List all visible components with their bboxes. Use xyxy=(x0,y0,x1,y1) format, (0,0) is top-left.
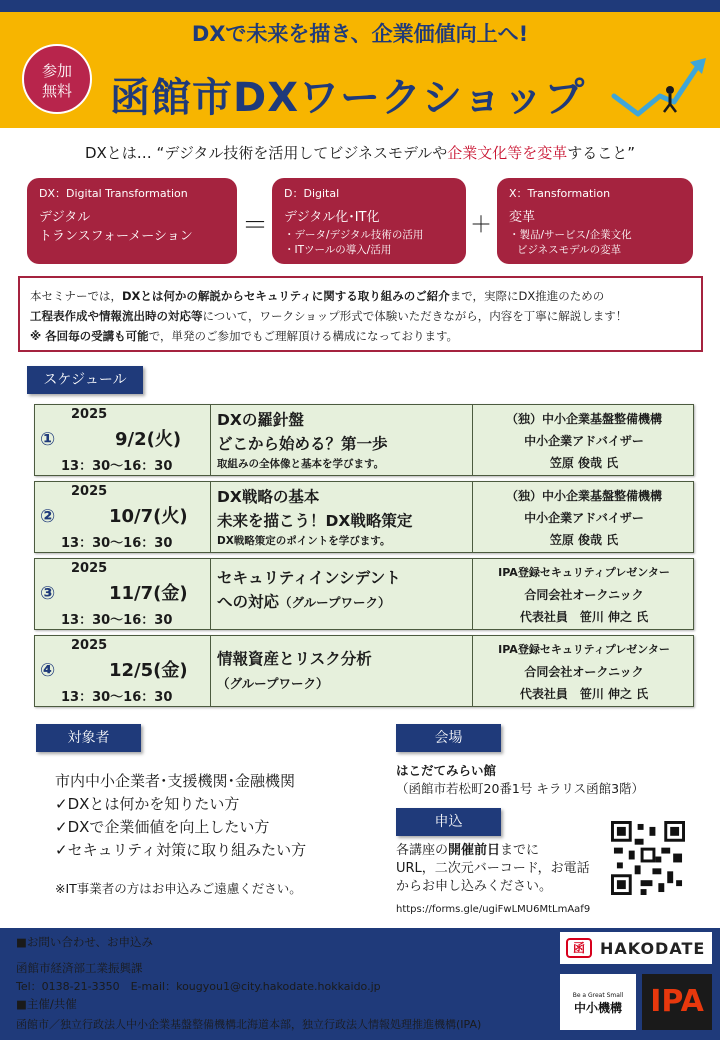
apply-info xyxy=(396,842,590,896)
session-date-cell xyxy=(35,405,211,475)
session-time: 13：30～16：30 xyxy=(61,459,173,474)
session-date: 12/5(金) xyxy=(109,660,188,681)
hakodate-mark-icon: 函 xyxy=(566,938,592,958)
venue-name: はこだてみらい館 xyxy=(396,763,497,778)
intro-3b: で，単発のご参加でもご理解頂ける構成になっております。 xyxy=(148,329,459,343)
target-line4: ✓セキュリティ対策に取り組みたい方 xyxy=(55,841,307,859)
session-time: 13：30～16：30 xyxy=(61,690,173,705)
dx-box-jp2: トランスフォーメーション xyxy=(39,229,193,244)
equals-sign: ＝ xyxy=(242,211,269,241)
dx-box xyxy=(27,178,237,264)
speaker-name: 代表社員 笹川 伸之 氏 xyxy=(519,610,649,624)
session-year: 2025 xyxy=(71,638,108,653)
session-date: 11/7(金) xyxy=(109,583,188,604)
session-topic-cell xyxy=(211,636,473,706)
organizer-heading: ■主催/共催 xyxy=(16,997,77,1011)
session-desc: 取組みの全体像と基本を学びます。 xyxy=(217,458,385,470)
free-badge xyxy=(22,44,92,114)
speaker-org: （独）中小企業基盤整備機構 xyxy=(505,489,662,503)
definition-prefix: DXとは… “デジタル技術を活用してビジネスモデルや xyxy=(84,144,448,162)
transformation-box-en: X：Transformation xyxy=(509,187,611,200)
speaker-org: （独）中小企業基盤整備機構 xyxy=(505,412,662,426)
hakodate-logo-text: HAKODATE xyxy=(600,938,706,958)
sme-logo-text: 中小機構 xyxy=(573,1001,622,1015)
venue-address: （函館市若松町20番1号 キラリス函館3階） xyxy=(396,781,645,796)
session-topic-cell xyxy=(211,405,473,475)
definition-highlight: 企業文化等を変革 xyxy=(447,144,568,162)
session-desc: DX戦略策定のポイントを学びます。 xyxy=(217,535,391,547)
intro-3a: ※ 各回毎の受講も可能 xyxy=(30,329,149,343)
session-topic-cell xyxy=(211,559,473,629)
session-title1: DXの羅針盤 xyxy=(217,411,304,429)
target-note: ※IT事業者の方はお申込みご遠慮ください。 xyxy=(55,881,302,896)
badge-line1: 参加 xyxy=(41,62,72,80)
hakodate-logo xyxy=(560,932,712,964)
dx-box-jp1: デジタル xyxy=(39,210,91,225)
target-line3: ✓DXで企業価値を向上したい方 xyxy=(55,818,270,836)
session-title1: 情報資産とリスク分析 xyxy=(217,650,372,668)
session-title2-small: （グループワーク） xyxy=(279,595,391,610)
apply-line2: URL，二次元バーコード，お電話 xyxy=(396,861,590,876)
session-date-cell xyxy=(35,559,211,629)
session-title1: DX戦略の基本 xyxy=(217,488,320,506)
target-label: 対象者 xyxy=(36,724,141,752)
target-list xyxy=(55,770,306,862)
dx-definition xyxy=(0,142,720,163)
target-line2: ✓DXとは何かを知りたい方 xyxy=(55,795,240,813)
tagline: DXで未来を描き、企業価値向上へ! xyxy=(191,22,529,46)
intro-1a: 本セミナーでは， xyxy=(30,289,122,303)
apply-label: 申込 xyxy=(396,808,501,836)
speaker-role: 中小企業アドバイザー xyxy=(524,434,644,448)
session-number: ② xyxy=(40,506,56,527)
contact-dept: 函館市経済部工業振興課 xyxy=(16,961,143,975)
badge-line2: 無料 xyxy=(41,82,72,100)
session-title1: セキュリティインシデント xyxy=(217,569,401,587)
qr-code-icon[interactable] xyxy=(611,821,685,895)
plus-sign: ＋ xyxy=(470,213,493,238)
session-speaker-cell xyxy=(473,559,695,629)
speaker-role: 合同会社オークニック xyxy=(524,665,644,679)
session-number: ① xyxy=(40,429,56,450)
session-date-cell xyxy=(35,636,211,706)
top-strip xyxy=(0,0,720,12)
venue-info xyxy=(396,762,644,798)
speaker-name: 笠原 俊哉 氏 xyxy=(549,533,619,547)
session-year: 2025 xyxy=(71,407,108,422)
intro-2a: 工程表作成や情報流出時の対応等 xyxy=(30,309,203,323)
intro-1c: まで，実際にDX推進のための xyxy=(449,289,605,303)
speaker-name: 代表社員 笹川 伸之 氏 xyxy=(519,687,649,701)
speaker-name: 笠原 俊哉 氏 xyxy=(549,456,619,470)
session-row xyxy=(34,481,694,553)
intro-1b: DXとは何かの解説からセキュリティに関する取り組みのご紹介 xyxy=(122,289,450,303)
growth-chart-icon xyxy=(610,56,710,120)
page-title: 函館市DXワークショップ xyxy=(110,75,586,121)
digital-box-jp: デジタル化･IT化 xyxy=(284,210,380,225)
session-time: 13：30～16：30 xyxy=(61,613,173,628)
session-topic-cell xyxy=(211,482,473,552)
target-line1: 市内中小企業者･支援機関･金融機関 xyxy=(55,772,296,790)
session-speaker-cell xyxy=(473,405,695,475)
contact-tel-email: Tel：0138-21-3350 E-mail：kougyou1@city.hakodate.hokkaido.jp xyxy=(16,980,381,993)
transformation-box-sub2: ビジネスモデルの変革 xyxy=(517,244,622,256)
session-date: 10/7(火) xyxy=(109,506,188,527)
session-number: ④ xyxy=(40,660,56,681)
contact-heading: ■お問い合わせ、お申込み xyxy=(16,935,154,949)
digital-box-sub1: ・データ/デジタル技術の活用 xyxy=(284,229,424,241)
session-number: ③ xyxy=(40,583,56,604)
session-row xyxy=(34,558,694,630)
session-row xyxy=(34,635,694,707)
session-year: 2025 xyxy=(71,484,108,499)
session-date-cell xyxy=(35,482,211,552)
schedule-table xyxy=(34,404,694,712)
sme-logo-slogan: Be a Great Small xyxy=(572,992,624,999)
apply-url-link[interactable]: https://forms.gle/ugiFwLMU6MtLmAaf9 xyxy=(396,904,591,915)
apply-line3: からお申し込みください。 xyxy=(396,879,553,894)
speaker-role: 中小企業アドバイザー xyxy=(524,511,644,525)
session-title2: 未来を描こう！DX戦略策定 xyxy=(217,512,413,530)
session-title2: への対応 xyxy=(217,593,280,611)
session-title2: どこから始める？第一歩 xyxy=(217,435,388,453)
session-speaker-cell xyxy=(473,482,695,552)
definition-suffix: すること” xyxy=(567,144,636,162)
venue-label: 会場 xyxy=(396,724,501,752)
ipa-logo: IPA xyxy=(642,974,712,1030)
digital-box-sub2: ・ITツールの導入/活用 xyxy=(284,244,392,256)
digital-box-en: D：Digital xyxy=(284,187,340,200)
speaker-org: IPA登録セキュリティプレゼンター xyxy=(498,643,670,656)
session-time: 13：30～16：30 xyxy=(61,536,173,551)
apply-1c: までに xyxy=(500,843,540,858)
organizer-text: 函館市／独立行政法人中小企業基盤整備機構北海道本部，独立行政法人情報処理推進機構(IPA) xyxy=(16,1018,482,1031)
transformation-box xyxy=(497,178,693,264)
digital-box xyxy=(272,178,466,264)
dx-box-en: DX：Digital Transformation xyxy=(39,187,188,200)
session-year: 2025 xyxy=(71,561,108,576)
intro-2b: について，ワークショップ形式で体験いただきながら，内容を丁寧に解説します！ xyxy=(202,309,628,323)
transformation-box-sub1: ・製品/サービス/企業文化 xyxy=(509,229,632,241)
sme-logo xyxy=(560,974,636,1030)
intro-box xyxy=(18,276,703,352)
transformation-box-jp: 変革 xyxy=(509,210,536,225)
session-speaker-cell xyxy=(473,636,695,706)
apply-1b: 開催前日 xyxy=(448,843,501,858)
session-row xyxy=(34,404,694,476)
apply-1a: 各講座の xyxy=(396,843,449,858)
speaker-role: 合同会社オークニック xyxy=(524,588,644,602)
speaker-org: IPA登録セキュリティプレゼンター xyxy=(498,566,670,579)
session-date: 9/2(火) xyxy=(115,429,182,450)
schedule-label: スケジュール xyxy=(27,366,143,394)
session-title2-small: （グループワーク） xyxy=(217,676,329,691)
